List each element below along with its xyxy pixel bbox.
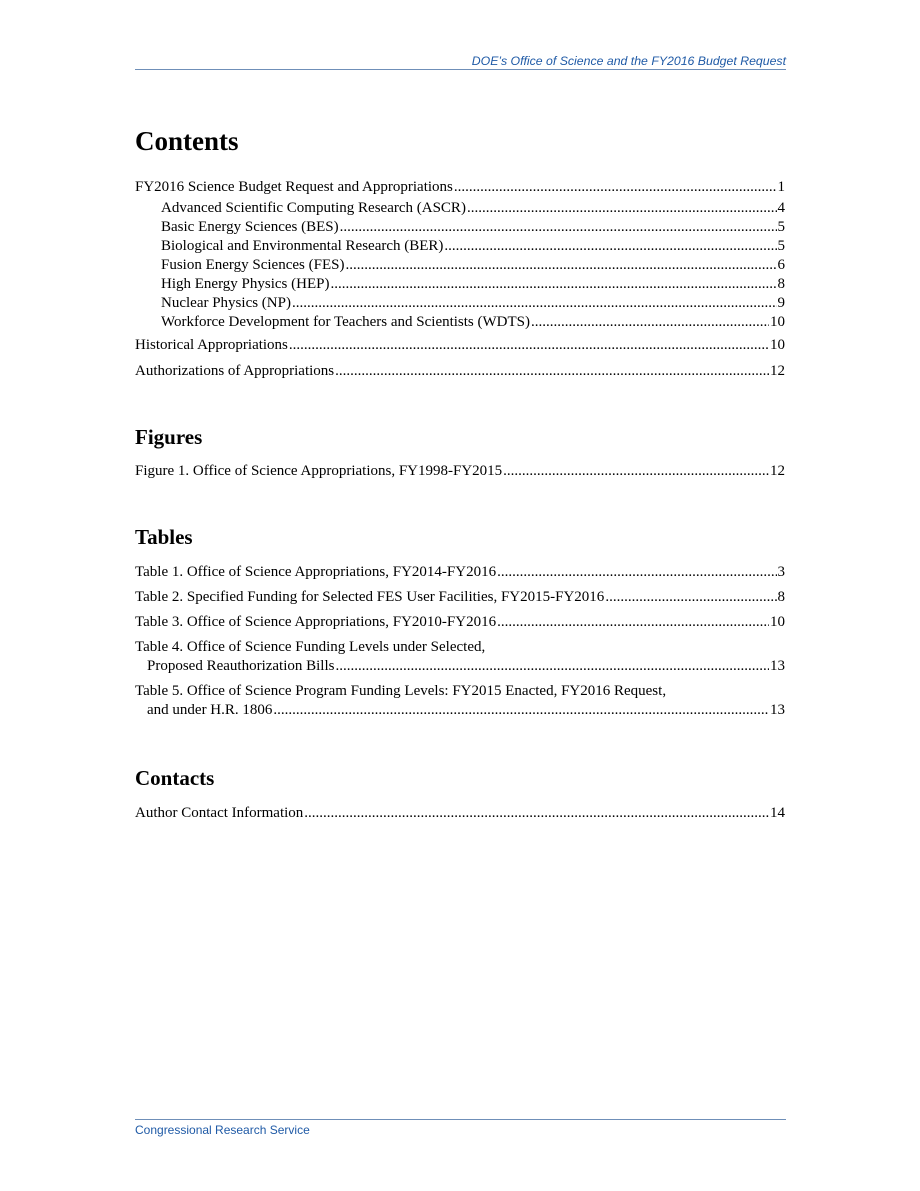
contents-heading: Contents — [135, 126, 239, 156]
figures-list — [135, 462, 785, 481]
toc-entry-page: 8 — [777, 589, 785, 605]
toc-entry[interactable] — [135, 199, 785, 218]
toc-entry[interactable] — [135, 218, 785, 237]
toc-entry[interactable] — [135, 294, 785, 313]
toc-entry[interactable] — [135, 313, 785, 332]
toc-entry-page: 10 — [770, 314, 785, 330]
toc-entry-title-line1: Table 4. Office of Science Funding Levels under Selected, — [135, 639, 486, 655]
toc-entry[interactable] — [135, 256, 785, 275]
toc-entry-title: Basic Energy Sciences (BES) — [161, 219, 339, 235]
toc-entry-page: 5 — [777, 238, 785, 254]
figures-heading: Figures — [135, 425, 203, 449]
toc-entry-page: 10 — [770, 614, 785, 630]
toc-entry-page: 12 — [770, 463, 785, 479]
toc-entry[interactable] — [135, 178, 785, 197]
toc-entry[interactable] — [135, 588, 785, 607]
toc-entry-title: Table 3. Office of Science Appropriations, FY2010-FY2016 — [135, 614, 497, 630]
toc-entry[interactable] — [135, 362, 785, 381]
toc-entry-page: 10 — [770, 337, 785, 353]
toc-entry-title: Nuclear Physics (NP) — [161, 295, 291, 311]
toc-entry-page: 6 — [777, 257, 785, 273]
toc-entry-page: 12 — [770, 363, 785, 379]
toc-entry[interactable] — [135, 563, 785, 582]
toc-entry-title: Workforce Development for Teachers and Scientists (WDTS) — [161, 314, 531, 330]
toc-entry-title: Table 2. Specified Funding for Selected FES User Facilities, FY2015-FY2016 — [135, 589, 605, 605]
toc-entry-page: 13 — [770, 658, 785, 674]
toc-entry[interactable] — [135, 336, 785, 355]
toc-entry-title-line2: and under H.R. 1806 — [147, 702, 273, 718]
toc-entry-page: 5 — [777, 219, 785, 235]
toc-entry-title: FY2016 Science Budget Request and Appropriations — [135, 179, 453, 195]
tables-list — [135, 563, 785, 720]
toc-entry-title-line1: Table 5. Office of Science Program Funding Levels: FY2015 Enacted, FY2016 Request, — [135, 683, 667, 699]
toc-entry-page: 8 — [777, 276, 785, 292]
toc-entry-page: 1 — [777, 179, 785, 195]
contacts-list — [135, 804, 785, 823]
toc-entry-title: Advanced Scientific Computing Research (ASCR) — [161, 200, 466, 216]
toc-entry-title: Figure 1. Office of Science Appropriations, FY1998-FY2015 — [135, 463, 503, 479]
toc-entry[interactable] — [135, 462, 785, 481]
toc-entry-title: Authorizations of Appropriations — [135, 363, 335, 379]
toc-entry-page: 13 — [770, 702, 785, 718]
toc-entry-page: 4 — [777, 200, 785, 216]
toc-entry[interactable] — [135, 682, 785, 720]
toc-entry-title: Table 1. Office of Science Appropriations, FY2014-FY2016 — [135, 564, 497, 580]
toc-entry-page: 14 — [770, 805, 785, 821]
toc-entry[interactable] — [135, 275, 785, 294]
toc-entry[interactable] — [135, 613, 785, 632]
contents-list — [135, 178, 785, 381]
toc-entry[interactable] — [135, 804, 785, 823]
toc-entry-page: 3 — [777, 564, 785, 580]
page-footer: Congressional Research Service — [135, 1119, 786, 1137]
toc-entry-title: Fusion Energy Sciences (FES) — [161, 257, 345, 273]
toc-entry[interactable] — [135, 237, 785, 256]
toc-entry-title: Author Contact Information — [135, 805, 304, 821]
toc-entry-title-line2: Proposed Reauthorization Bills — [147, 658, 335, 674]
toc-entry-title: High Energy Physics (HEP) — [161, 276, 330, 292]
toc-entry-title: Biological and Environmental Research (BER) — [161, 238, 444, 254]
toc-entry-title: Historical Appropriations — [135, 337, 288, 353]
toc-entry[interactable] — [135, 638, 785, 676]
contacts-heading: Contacts — [135, 766, 215, 790]
running-header: DOE’s Office of Science and the FY2016 Budget Request — [135, 54, 786, 70]
toc-entry-page: 9 — [777, 295, 785, 311]
tables-heading: Tables — [135, 525, 193, 549]
